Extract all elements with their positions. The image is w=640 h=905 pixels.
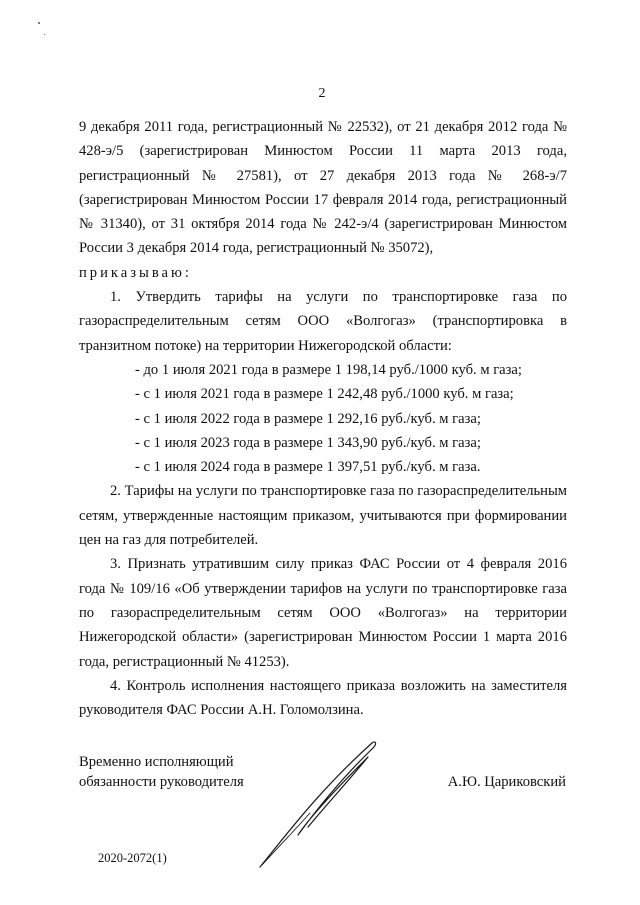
item-4-paragraph: 4. Контроль исполнения настоящего приказа возложить на заместителя руководителя ФАС России А.Н. Голомолзина. <box>79 677 567 719</box>
item-1-paragraph: 1. Утвердить тарифы на услуги по транспортировке газа по газораспределительным сетям ООО «Волгогаз» (транспортировка в транзитном потоке) на территории Нижегородской области: <box>79 289 567 354</box>
order-word: приказываю: <box>79 264 192 281</box>
item-3-paragraph: 3. Признать утратившим силу приказ ФАС России от 4 февраля 2016 года № 109/16 «Об утверждении тарифов на услуги по транспортировке газа по газораспределительным сетям ООО «Волгогаз» на территории Нижегородской области» (зарегистрирован Минюстом России 1 марта 2016 года, регистрационный № 41253). <box>79 556 567 670</box>
item-2-paragraph: 2. Тарифы на услуги по транспортировке газа по газораспределительным сетям, утвержденные настоящим приказом, учитываются при формировании цен на газ для потребителей. <box>79 483 567 549</box>
tariff-list <box>79 358 567 479</box>
scan-speck <box>38 22 40 24</box>
scan-speck <box>44 34 45 35</box>
signatory-title-line: Временно исполняющий <box>79 754 234 770</box>
tariff-item: - до 1 июля 2021 года в размере 1 198,14 руб./1000 куб. м газа; <box>135 361 522 378</box>
signatory-name: А.Ю. Цариковский <box>447 774 566 790</box>
tariff-item: - с 1 июля 2024 года в размере 1 397,51 руб./куб. м газа. <box>135 459 481 476</box>
tariff-item: - с 1 июля 2021 года в размере 1 242,48 руб./1000 куб. м газа; <box>135 386 514 403</box>
intro-paragraph: 9 декабря 2011 года, регистрационный № 22532), от 21 декабря 2012 года № 428-э/5 (зарегистрирован Минюстом России 11 марта 2013 года, регистрационный № 27581), от 27 декабря 2013 года № 268-э/7 (зарегистрирован Минюстом России 17 февраля 2014 года, регистрационный № 31340), от 31 октября 2014 года № 242-э/4 (зарегистрирован Минюстом России 3 декабря 2014 года, регистрационный № 35072), <box>79 119 567 257</box>
tariff-item: - с 1 июля 2023 года в размере 1 343,90 руб./куб. м газа; <box>135 434 481 451</box>
handwritten-signature <box>250 735 390 875</box>
signatory-title-line: обязанности руководителя <box>79 774 244 790</box>
tariff-item: - с 1 июля 2022 года в размере 1 292,16 руб./куб. м газа; <box>135 410 481 427</box>
page-number: 2 <box>318 86 326 101</box>
signatory-title <box>79 752 244 792</box>
document-body <box>79 115 567 722</box>
document-code: 2020-2072(1) <box>98 851 167 865</box>
